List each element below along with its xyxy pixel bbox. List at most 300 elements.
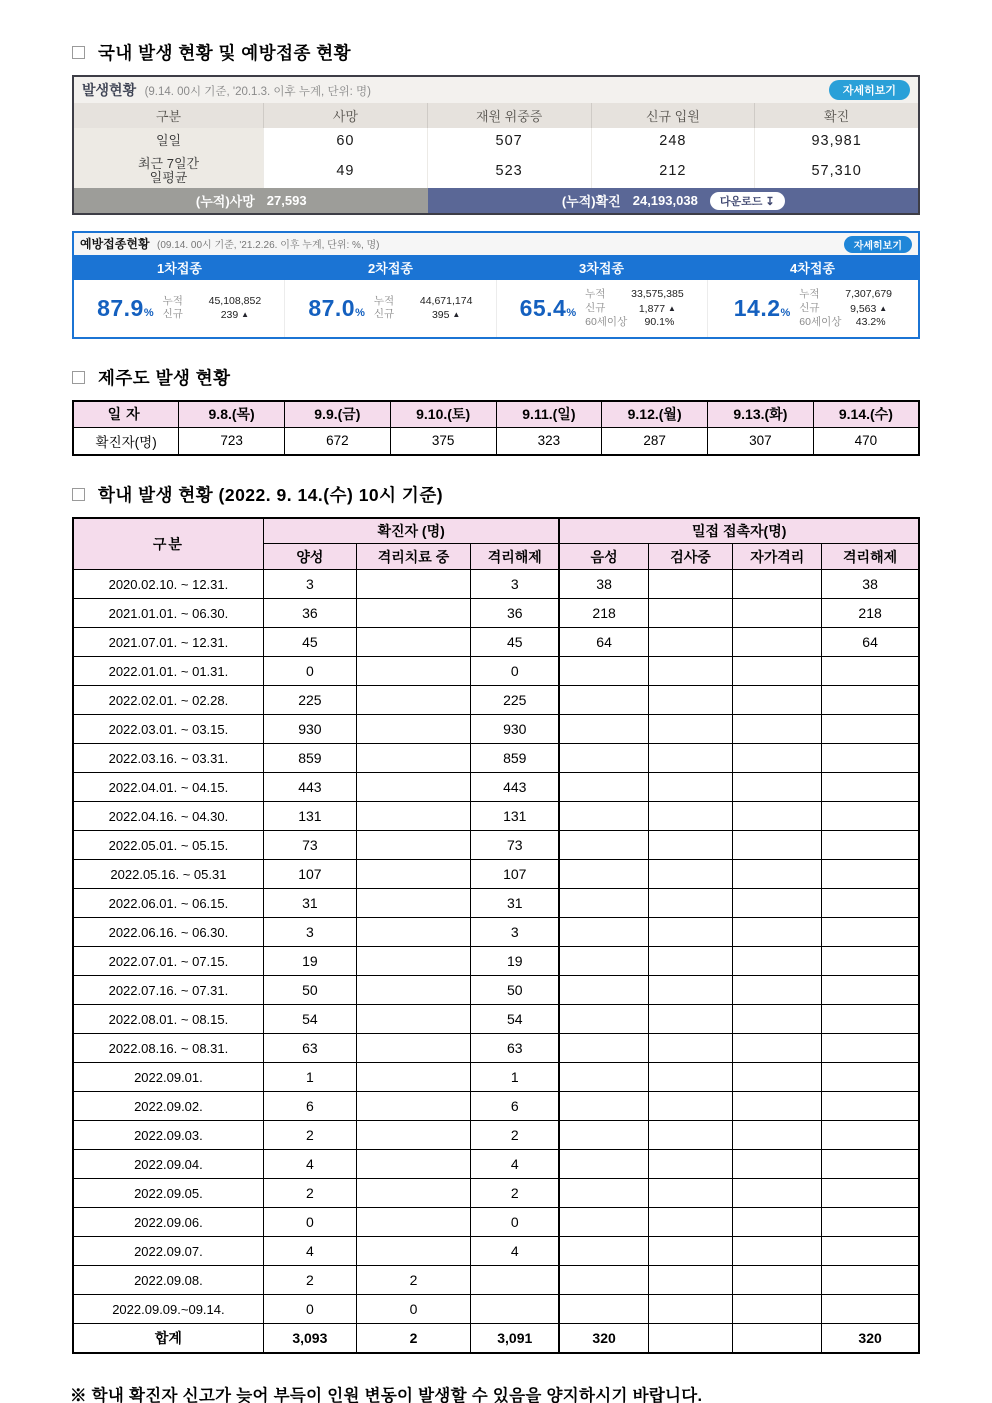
occurrence-widget bbox=[72, 75, 920, 215]
school-value-cell bbox=[559, 1237, 648, 1266]
school-value-cell: 50 bbox=[471, 976, 560, 1005]
school-value-cell bbox=[648, 947, 733, 976]
school-value-cell bbox=[559, 1150, 648, 1179]
school-value-cell bbox=[356, 744, 470, 773]
school-period-cell: 2022.09.03. bbox=[73, 1121, 263, 1150]
checkbox-icon bbox=[72, 488, 85, 501]
school-value-cell bbox=[356, 657, 470, 686]
jeju-table bbox=[72, 400, 920, 456]
vaccination-percent-unit: % bbox=[566, 307, 577, 320]
vaccination-widget bbox=[72, 231, 920, 339]
vaccination-stat bbox=[374, 308, 473, 323]
school-value-cell: 3 bbox=[263, 570, 356, 599]
school-value-cell bbox=[356, 889, 470, 918]
vaccination-percent-value: 87.9 bbox=[97, 295, 144, 322]
school-value-cell bbox=[733, 1121, 822, 1150]
school-value-cell bbox=[356, 976, 470, 1005]
school-value-cell: 36 bbox=[263, 599, 356, 628]
vaccination-stat-label: 누적 bbox=[162, 294, 183, 307]
school-value-cell: 131 bbox=[263, 802, 356, 831]
vaccination-dose-header: 2차접종 bbox=[368, 261, 413, 276]
vaccination-titlebar bbox=[74, 233, 918, 255]
occurrence-header-row bbox=[74, 103, 918, 128]
school-period-cell: 2021.07.01. ~ 12.31. bbox=[73, 628, 263, 657]
school-value-cell bbox=[822, 744, 919, 773]
school-value-cell: 107 bbox=[471, 860, 560, 889]
vaccination-percent-value: 87.0 bbox=[308, 295, 356, 322]
school-value-cell bbox=[648, 657, 733, 686]
school-total-row bbox=[73, 1324, 919, 1353]
school-group-header-row bbox=[73, 518, 919, 544]
school-value-cell: 2 bbox=[263, 1179, 356, 1208]
school-total-value: 3,093 bbox=[263, 1324, 356, 1353]
school-value-cell: 54 bbox=[471, 1005, 560, 1034]
school-value-cell bbox=[822, 802, 919, 831]
jeju-row-label: 확진자(명) bbox=[73, 428, 179, 455]
vaccination-stat bbox=[163, 308, 262, 323]
school-value-cell: 859 bbox=[263, 744, 356, 773]
jeju-header-cell: 9.10.(토) bbox=[390, 401, 496, 428]
school-value-cell bbox=[648, 1121, 733, 1150]
vaccination-stat-value: 45,108,852 bbox=[208, 294, 262, 307]
school-value-cell bbox=[733, 1179, 822, 1208]
school-value-cell bbox=[559, 1266, 648, 1295]
school-value-cell: 63 bbox=[471, 1034, 560, 1063]
school-value-cell bbox=[733, 1266, 822, 1295]
vaccination-stat-list bbox=[799, 288, 892, 330]
school-table-row bbox=[73, 918, 919, 947]
school-value-cell bbox=[648, 1179, 733, 1208]
school-table-row bbox=[73, 628, 919, 657]
school-value-cell bbox=[559, 831, 648, 860]
school-subheader-cell: 자가격리 bbox=[733, 544, 822, 570]
jeju-value-cell: 672 bbox=[285, 428, 391, 455]
school-value-cell: 2 bbox=[471, 1121, 560, 1150]
jeju-value-cell: 287 bbox=[602, 428, 708, 455]
school-value-cell bbox=[648, 599, 733, 628]
vaccination-title-wrap bbox=[80, 235, 380, 253]
occurrence-titlebar bbox=[74, 77, 918, 103]
occurrence-title-wrap bbox=[82, 80, 371, 100]
jeju-header-row bbox=[73, 401, 919, 428]
school-value-cell bbox=[356, 1121, 470, 1150]
vaccination-band bbox=[74, 255, 918, 280]
school-value-cell bbox=[733, 1150, 822, 1179]
school-total-value: 3,091 bbox=[471, 1324, 560, 1353]
school-value-cell bbox=[822, 1179, 919, 1208]
up-arrow-icon: ▲ bbox=[452, 310, 461, 320]
school-value-cell: 73 bbox=[263, 831, 356, 860]
school-value-cell bbox=[356, 570, 470, 599]
school-table-row bbox=[73, 831, 919, 860]
school-value-cell bbox=[356, 773, 470, 802]
school-value-cell: 31 bbox=[471, 889, 560, 918]
jeju-header-cell: 9.11.(일) bbox=[496, 401, 602, 428]
vaccination-stat-value: 90.1% bbox=[644, 316, 675, 328]
school-value-cell bbox=[733, 831, 822, 860]
school-value-cell: 19 bbox=[263, 947, 356, 976]
occurrence-value-cell: 507 bbox=[427, 128, 591, 154]
school-value-cell bbox=[822, 1034, 919, 1063]
school-value-cell bbox=[733, 1208, 822, 1237]
school-value-cell bbox=[822, 947, 919, 976]
school-period-cell: 2022.09.05. bbox=[73, 1179, 263, 1208]
school-table bbox=[72, 517, 920, 1354]
school-value-cell bbox=[733, 860, 822, 889]
school-table-row bbox=[73, 1179, 919, 1208]
school-value-cell bbox=[822, 1208, 919, 1237]
school-subheader-cell: 격리해제 bbox=[822, 544, 919, 570]
school-total-value: 2 bbox=[356, 1324, 470, 1353]
school-total-value: 320 bbox=[822, 1324, 919, 1353]
school-value-cell bbox=[822, 1063, 919, 1092]
section-title-school bbox=[72, 482, 992, 507]
school-gubun-header: 구분 bbox=[73, 518, 263, 570]
school-period-cell: 2022.09.04. bbox=[73, 1150, 263, 1179]
occurrence-row bbox=[74, 128, 918, 154]
occurrence-value-cell: 523 bbox=[427, 154, 591, 188]
school-value-cell bbox=[559, 1295, 648, 1324]
vaccination-percent-value: 65.4 bbox=[519, 295, 567, 322]
school-table-row bbox=[73, 1237, 919, 1266]
vaccination-stat-label: 신규 bbox=[373, 308, 395, 321]
school-value-cell bbox=[733, 918, 822, 947]
school-value-cell bbox=[559, 744, 648, 773]
school-value-cell bbox=[356, 1063, 470, 1092]
school-table-row bbox=[73, 1150, 919, 1179]
vaccination-stat-value: 395 ▲ bbox=[431, 309, 461, 322]
school-value-cell bbox=[559, 1034, 648, 1063]
school-value-cell bbox=[822, 657, 919, 686]
school-value-cell: 2 bbox=[263, 1266, 356, 1295]
school-value-cell bbox=[648, 1208, 733, 1237]
school-table-row bbox=[73, 773, 919, 802]
school-value-cell bbox=[471, 1295, 560, 1324]
school-value-cell: 0 bbox=[263, 1295, 356, 1324]
school-table-row bbox=[73, 1266, 919, 1295]
school-value-cell bbox=[733, 802, 822, 831]
vaccination-stat-value: 43.2% bbox=[855, 316, 886, 328]
school-value-cell bbox=[648, 918, 733, 947]
school-table-row bbox=[73, 657, 919, 686]
school-value-cell bbox=[559, 860, 648, 889]
school-value-cell: 930 bbox=[263, 715, 356, 744]
vaccination-stat bbox=[585, 316, 684, 330]
school-value-cell bbox=[648, 889, 733, 918]
school-value-cell bbox=[822, 1266, 919, 1295]
school-value-cell bbox=[356, 802, 470, 831]
school-value-cell bbox=[356, 860, 470, 889]
occurrence-header-cell: 확진 bbox=[754, 103, 918, 128]
school-value-cell bbox=[822, 1005, 919, 1034]
school-contact-group-header: 밀접 접촉자(명) bbox=[559, 518, 919, 544]
occurrence-header-cell: 신규 입원 bbox=[591, 103, 755, 128]
jeju-header-cell: 9.14.(수) bbox=[813, 401, 919, 428]
school-value-cell: 38 bbox=[822, 570, 919, 599]
occurrence-footer bbox=[74, 188, 918, 213]
school-value-cell bbox=[356, 1237, 470, 1266]
checkbox-icon bbox=[72, 371, 85, 384]
school-period-cell: 2022.08.01. ~ 08.15. bbox=[73, 1005, 263, 1034]
occurrence-row-label bbox=[74, 154, 263, 188]
vaccination-dose-header: 3차접종 bbox=[579, 261, 624, 276]
vaccination-stat-list bbox=[374, 295, 473, 323]
school-value-cell bbox=[822, 1150, 919, 1179]
school-value-cell bbox=[648, 628, 733, 657]
school-value-cell: 107 bbox=[263, 860, 356, 889]
section-title-domestic-text: 국내 발생 현황 및 예방접종 현황 bbox=[98, 43, 352, 63]
school-table-row bbox=[73, 976, 919, 1005]
school-value-cell bbox=[733, 657, 822, 686]
school-value-cell bbox=[559, 976, 648, 1005]
school-value-cell bbox=[733, 976, 822, 1005]
vaccination-stat bbox=[799, 316, 892, 330]
school-period-cell: 2022.05.01. ~ 05.15. bbox=[73, 831, 263, 860]
school-value-cell bbox=[822, 1092, 919, 1121]
school-value-cell: 1 bbox=[471, 1063, 560, 1092]
up-arrow-icon: ▲ bbox=[879, 303, 888, 313]
school-period-cell: 2022.06.01. ~ 06.15. bbox=[73, 889, 263, 918]
school-table-row bbox=[73, 1063, 919, 1092]
school-value-cell bbox=[356, 947, 470, 976]
school-value-cell bbox=[648, 860, 733, 889]
school-period-cell: 2022.07.16. ~ 07.31. bbox=[73, 976, 263, 1005]
school-value-cell: 4 bbox=[263, 1150, 356, 1179]
school-period-cell: 2022.09.07. bbox=[73, 1237, 263, 1266]
school-value-cell bbox=[356, 1005, 470, 1034]
vaccination-detail-button[interactable]: 자세히보기 bbox=[844, 236, 912, 253]
school-value-cell bbox=[733, 599, 822, 628]
footer-note: ※ 학내 확진자 신고가 늦어 부득이 인원 변동이 발생할 수 있음을 양지하시기 바랍니다. bbox=[70, 1386, 703, 1403]
cumulative-death-label: (누적)사망 bbox=[195, 194, 255, 209]
occurrence-header-cell: 재원 위중증 bbox=[427, 103, 591, 128]
vaccination-subtitle: (09.14. 00시 기준, '21.2.26. 이후 누계, 단위: %, 명) bbox=[157, 240, 380, 251]
vaccination-percent bbox=[97, 295, 154, 322]
school-value-cell bbox=[356, 686, 470, 715]
vaccination-stat-label: 누적 bbox=[585, 288, 606, 300]
school-value-cell: 54 bbox=[263, 1005, 356, 1034]
cumulative-death bbox=[74, 188, 428, 213]
school-value-cell: 4 bbox=[471, 1237, 560, 1266]
up-arrow-icon: ▲ bbox=[668, 303, 676, 313]
school-value-cell bbox=[648, 1092, 733, 1121]
school-value-cell bbox=[356, 1034, 470, 1063]
vaccination-stat bbox=[163, 295, 262, 309]
vaccination-stat bbox=[374, 295, 473, 309]
school-value-cell bbox=[559, 773, 648, 802]
school-table-row bbox=[73, 1034, 919, 1063]
school-value-cell bbox=[356, 1092, 470, 1121]
school-table-row bbox=[73, 947, 919, 976]
school-value-cell bbox=[356, 831, 470, 860]
school-value-cell bbox=[559, 947, 648, 976]
school-table-row bbox=[73, 802, 919, 831]
school-table-row bbox=[73, 715, 919, 744]
school-value-cell bbox=[356, 1208, 470, 1237]
school-value-cell bbox=[648, 570, 733, 599]
school-value-cell bbox=[822, 1121, 919, 1150]
vaccination-stat bbox=[799, 288, 892, 302]
school-value-cell bbox=[356, 628, 470, 657]
occurrence-value-cell: 93,981 bbox=[754, 128, 918, 154]
vaccination-stat-label: 누적 bbox=[799, 288, 820, 300]
school-table-body bbox=[73, 570, 919, 1353]
school-subheader-cell: 음성 bbox=[559, 544, 648, 570]
school-table-row bbox=[73, 599, 919, 628]
school-value-cell: 31 bbox=[263, 889, 356, 918]
occurrence-value-cell: 212 bbox=[591, 154, 755, 188]
school-value-cell: 64 bbox=[822, 628, 919, 657]
school-period-cell: 2022.07.01. ~ 07.15. bbox=[73, 947, 263, 976]
school-value-cell: 45 bbox=[471, 628, 560, 657]
occurrence-row-label bbox=[74, 128, 263, 154]
school-table-row bbox=[73, 1295, 919, 1324]
school-value-cell bbox=[822, 976, 919, 1005]
school-value-cell bbox=[822, 918, 919, 947]
occurrence-title: 발생현황 bbox=[82, 82, 137, 98]
vaccination-stat-label: 신규 bbox=[585, 301, 606, 314]
school-value-cell bbox=[559, 1005, 648, 1034]
school-total-value bbox=[733, 1324, 822, 1353]
section-title-jeju-text: 제주도 발생 현황 bbox=[98, 367, 231, 388]
vaccination-stat bbox=[585, 302, 684, 317]
vaccination-stat-value: 239 ▲ bbox=[220, 309, 250, 322]
school-value-cell bbox=[822, 860, 919, 889]
school-value-cell bbox=[648, 1237, 733, 1266]
school-value-cell: 63 bbox=[263, 1034, 356, 1063]
occurrence-value-cell: 49 bbox=[263, 154, 427, 188]
school-value-cell: 1 bbox=[263, 1063, 356, 1092]
occurrence-row-label-line: 일평균 bbox=[149, 170, 188, 185]
school-period-cell: 2022.04.01. ~ 04.15. bbox=[73, 773, 263, 802]
school-value-cell bbox=[733, 628, 822, 657]
section-title-domestic bbox=[72, 40, 992, 65]
school-table-row bbox=[73, 686, 919, 715]
school-value-cell bbox=[822, 773, 919, 802]
school-period-cell: 2022.09.09.~09.14. bbox=[73, 1295, 263, 1324]
school-value-cell: 3 bbox=[471, 918, 560, 947]
download-button[interactable] bbox=[710, 192, 785, 210]
checkbox-icon bbox=[72, 46, 85, 59]
jeju-header-cell: 9.12.(월) bbox=[602, 401, 708, 428]
school-value-cell bbox=[822, 889, 919, 918]
vaccination-dose-column bbox=[496, 280, 707, 337]
school-value-cell bbox=[648, 1150, 733, 1179]
occurrence-value-cell: 248 bbox=[591, 128, 755, 154]
vaccination-stat-value: 9,563 ▲ bbox=[850, 302, 888, 315]
school-value-cell bbox=[648, 1034, 733, 1063]
school-value-cell: 859 bbox=[471, 744, 560, 773]
school-value-cell bbox=[822, 1295, 919, 1324]
school-value-cell: 0 bbox=[471, 1208, 560, 1237]
download-icon: ↧ bbox=[765, 195, 775, 208]
school-value-cell bbox=[648, 1063, 733, 1092]
school-period-cell: 2022.09.08. bbox=[73, 1266, 263, 1295]
school-subheader-cell: 격리치료 중 bbox=[356, 544, 470, 570]
vaccination-title: 예방접종현황 bbox=[80, 237, 150, 251]
school-value-cell bbox=[559, 1208, 648, 1237]
school-value-cell bbox=[559, 1121, 648, 1150]
jeju-value-cell: 470 bbox=[813, 428, 919, 455]
school-value-cell bbox=[648, 715, 733, 744]
occurrence-detail-button[interactable]: 자세히보기 bbox=[829, 80, 910, 100]
vaccination-percent bbox=[308, 295, 365, 322]
occurrence-row-label-line: 일일 bbox=[155, 133, 182, 148]
school-value-cell bbox=[356, 599, 470, 628]
occurrence-value-cell: 60 bbox=[263, 128, 427, 154]
school-value-cell: 3 bbox=[471, 570, 560, 599]
school-total-value: 320 bbox=[559, 1324, 648, 1353]
vaccination-stat-list bbox=[163, 295, 262, 323]
school-value-cell: 443 bbox=[263, 773, 356, 802]
school-total-label: 합계 bbox=[73, 1324, 263, 1353]
vaccination-stat-value: 1,877 ▲ bbox=[638, 302, 676, 315]
vaccination-percent-unit: % bbox=[780, 307, 791, 320]
school-table-row bbox=[73, 1092, 919, 1121]
vaccination-dose-header: 4차접종 bbox=[790, 261, 835, 276]
school-value-cell: 64 bbox=[559, 628, 648, 657]
school-value-cell bbox=[733, 744, 822, 773]
school-value-cell: 225 bbox=[263, 686, 356, 715]
school-value-cell: 218 bbox=[559, 599, 648, 628]
vaccination-stat-label: 누적 bbox=[373, 294, 395, 307]
vaccination-body bbox=[74, 280, 918, 337]
school-value-cell bbox=[733, 1295, 822, 1324]
school-table-row bbox=[73, 744, 919, 773]
school-period-cell: 2022.09.06. bbox=[73, 1208, 263, 1237]
vaccination-percent-unit: % bbox=[143, 307, 154, 320]
section-title-jeju bbox=[72, 365, 992, 390]
school-value-cell bbox=[648, 1005, 733, 1034]
school-value-cell: 0 bbox=[263, 1208, 356, 1237]
school-value-cell bbox=[822, 686, 919, 715]
school-value-cell bbox=[559, 1179, 648, 1208]
school-value-cell: 131 bbox=[471, 802, 560, 831]
school-total-value bbox=[648, 1324, 733, 1353]
school-value-cell bbox=[356, 1150, 470, 1179]
school-value-cell bbox=[471, 1266, 560, 1295]
school-value-cell: 50 bbox=[263, 976, 356, 1005]
school-table-row bbox=[73, 1208, 919, 1237]
school-period-cell: 2022.01.01. ~ 01.31. bbox=[73, 657, 263, 686]
school-value-cell bbox=[733, 1063, 822, 1092]
school-period-cell: 2022.04.16. ~ 04.30. bbox=[73, 802, 263, 831]
school-value-cell: 225 bbox=[471, 686, 560, 715]
school-table-row bbox=[73, 1121, 919, 1150]
school-value-cell: 6 bbox=[471, 1092, 560, 1121]
school-value-cell: 930 bbox=[471, 715, 560, 744]
jeju-data-row bbox=[73, 428, 919, 455]
school-value-cell bbox=[822, 715, 919, 744]
jeju-value-cell: 723 bbox=[179, 428, 285, 455]
school-value-cell bbox=[648, 686, 733, 715]
occurrence-body bbox=[74, 128, 918, 188]
school-value-cell bbox=[559, 802, 648, 831]
cumulative-confirmed bbox=[428, 188, 918, 213]
school-period-cell: 2022.09.01. bbox=[73, 1063, 263, 1092]
section-title-school-text: 학내 발생 현황 (2022. 9. 14.(수) 10시 기준) bbox=[98, 484, 444, 505]
jeju-value-cell: 323 bbox=[496, 428, 602, 455]
vaccination-stat-label: 60세이상 bbox=[585, 316, 628, 328]
occurrence-header-cell: 사망 bbox=[263, 103, 427, 128]
school-value-cell bbox=[356, 918, 470, 947]
vaccination-dose-header: 1차접종 bbox=[157, 261, 202, 276]
school-value-cell bbox=[733, 1092, 822, 1121]
vaccination-percent-unit: % bbox=[355, 307, 365, 320]
vaccination-dose-column bbox=[707, 280, 918, 337]
school-value-cell bbox=[733, 1237, 822, 1266]
vaccination-percent-value: 14.2 bbox=[733, 295, 781, 322]
